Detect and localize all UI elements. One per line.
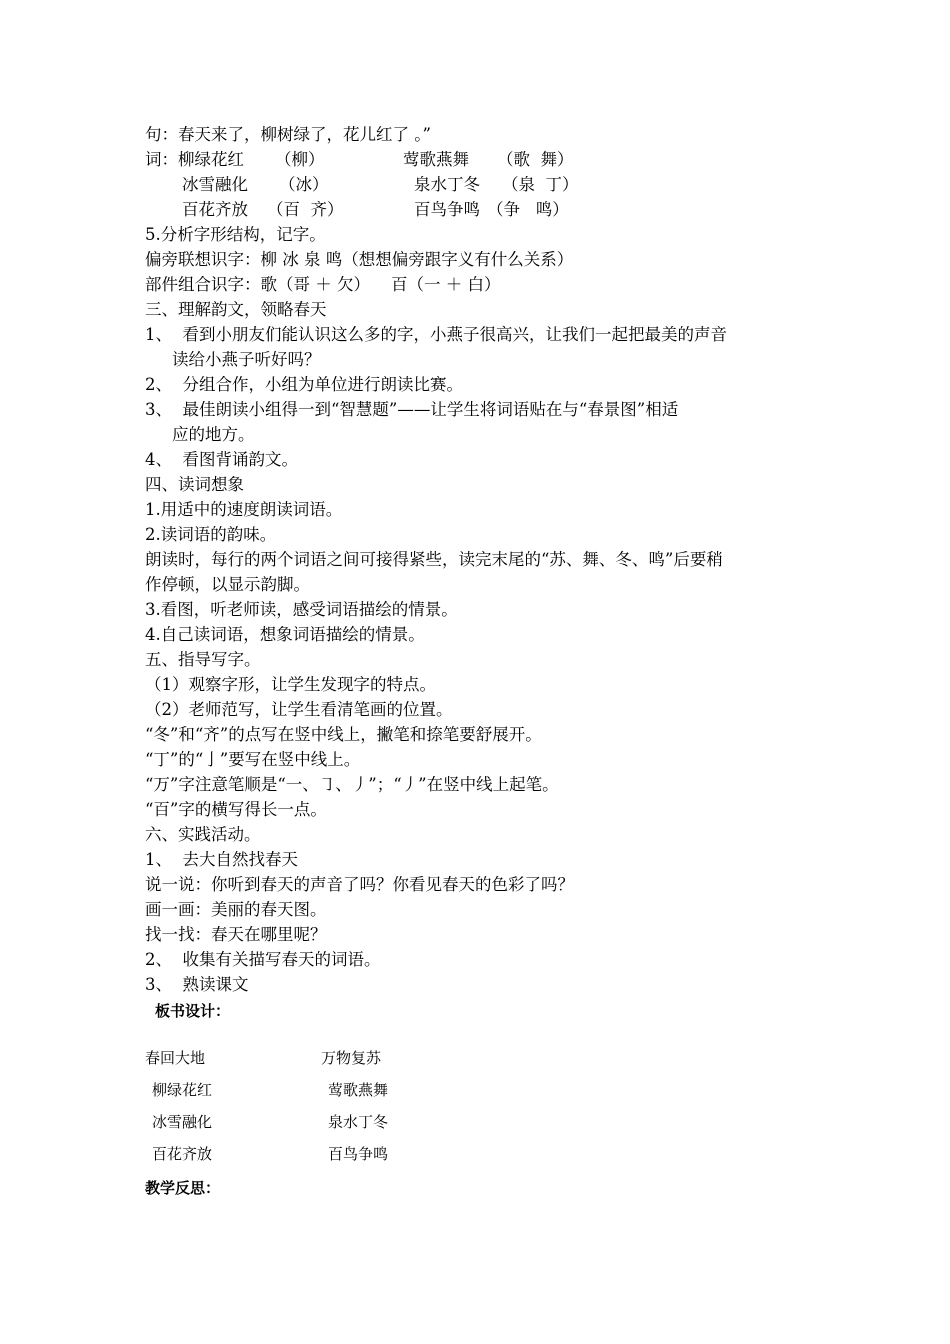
text-line: “百”字的横写得长一点。 [145, 800, 327, 819]
board-word: 春回大地 [145, 1049, 206, 1067]
reflection-heading: 教学反思： [145, 1179, 221, 1197]
word-char-note: （百 齐） [267, 200, 344, 219]
word-censhengzhengming: 百鸟争鸣 [414, 200, 480, 219]
text-line: 3.看图，听老师读，感受词语描绘的情景。 [145, 600, 458, 619]
list-item-continuation: 应的地方。 [172, 425, 255, 444]
text-line: 2.读词语的韵味。 [145, 525, 277, 544]
sentence-line: 句：春天来了，柳树绿了，花儿红了 。” [145, 125, 431, 144]
list-item: 3、 最佳朗读小组得一到“智慧题”——让学生将词语贴在与“春景图”相适 [145, 400, 679, 419]
list-item: 2、 分组合作，小组为单位进行朗读比赛。 [145, 375, 463, 394]
text-line: 4.自己读词语，想象词语描绘的情景。 [145, 625, 425, 644]
text-line: 朗读时，每行的两个词语之间可接得紧些，读完末尾的“苏、舞、冬、鸣”后要稍 [145, 550, 723, 569]
board-design-heading: 板书设计： [155, 1002, 231, 1020]
list-item: 4、 看图背诵韵文。 [145, 450, 298, 469]
section-heading: 五、指导写字。 [145, 650, 261, 669]
text-line: 部件组合识字：歌（哥 ＋ 欠） 百（一 ＋ 白） [145, 275, 501, 294]
section-heading: 四、读词想象 [145, 475, 244, 494]
text-line: 画一画：美丽的春天图。 [145, 900, 327, 919]
list-item-continuation: 读给小燕子听好吗？ [172, 350, 321, 369]
word-yinggeyanwu: 莺歌燕舞 [403, 150, 469, 169]
word-char-note: （柳） [275, 150, 325, 169]
board-word: 莺歌燕舞 [328, 1081, 389, 1099]
section-heading: 六、实践活动。 [145, 825, 261, 844]
text-line: 5.分析字形结构，记字。 [145, 225, 326, 244]
list-item: 2、 收集有关描写春天的词语。 [145, 950, 381, 969]
text-line: “丁”的“亅”要写在竖中线上。 [145, 750, 361, 769]
list-item: 1、 去大自然找春天 [145, 850, 298, 869]
text-line: “万”字注意笔顺是“一、㇆、丿”；“丿”在竖中线上起笔。 [145, 775, 559, 794]
board-word: 百花齐放 [152, 1145, 213, 1163]
word-char-note: （歌 舞） [497, 150, 574, 169]
word-char-note: （泉 丁） [502, 175, 579, 194]
word-quanshuidingdong: 泉水丁冬 [414, 175, 480, 194]
board-word: 泉水丁冬 [328, 1113, 389, 1131]
text-line: （1）观察字形，让学生发现字的特点。 [145, 675, 436, 694]
list-item: 3、 熟读课文 [145, 975, 249, 994]
word-label-liulvhuahong: 词：柳绿花红 [145, 150, 244, 169]
list-item: 1、 看到小朋友们能认识这么多的字，小燕子很高兴，让我们一起把最美的声音 [145, 325, 727, 344]
board-word: 万物复苏 [321, 1049, 382, 1067]
section-heading: 三、理解韵文，领略春天 [145, 300, 327, 319]
text-line: （2）老师范写，让学生看清笔画的位置。 [145, 700, 453, 719]
word-bingxueronghua: 冰雪融化 [182, 175, 248, 194]
word-char-note: （争 鸣） [487, 200, 569, 219]
board-word: 柳绿花红 [152, 1081, 213, 1099]
text-line: “冬”和“齐”的点写在竖中线上，撇笔和捺笔要舒展开。 [145, 725, 542, 744]
board-word: 百鸟争鸣 [328, 1145, 389, 1163]
text-line: 说一说：你听到春天的声音了吗？你看见春天的色彩了吗？ [145, 875, 574, 894]
text-line: 作停顿，以显示韵脚。 [145, 575, 310, 594]
text-line: 1.用适中的速度朗读词语。 [145, 500, 343, 519]
board-word: 冰雪融化 [152, 1113, 213, 1131]
text-line: 找一找：春天在哪里呢？ [145, 925, 327, 944]
word-baihuaqifang: 百花齐放 [182, 200, 248, 219]
word-char-note: （冰） [279, 175, 329, 194]
text-line: 偏旁联想识字：柳 冰 泉 鸣（想想偏旁跟字义有什么关系） [145, 250, 574, 269]
board-row [152, 1143, 552, 1209]
